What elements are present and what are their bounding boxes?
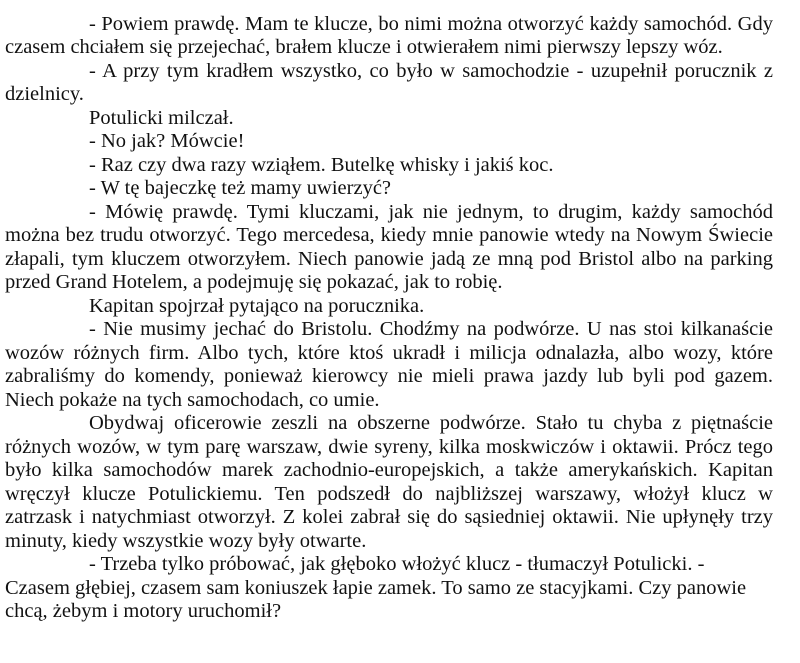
- paragraph-11: - Trzeba tylko próbować, jak głęboko włożyć klucz - tłumaczył Potulicki. - Czasem głębiej, czasem sam koniuszek łapie zamek. To samo ze stacyjkami. Czy panowie chcą, żebym i motory uruchomił?: [5, 553, 747, 622]
- clipped-top-line: [5, 0, 773, 13]
- paragraph-6: - W tę bajeczkę też mamy uwierzyć?: [89, 177, 392, 199]
- paragraph-10: Obydwaj oficerowie zeszli na obszerne podwórze. Stało tu chyba z piętnaście różnych wozów, w tym parę warszaw, dwie syreny, kilka moskwiczów i oktawii. Prócz tego było kilka samochodów marek zachodnio-europejskich, a także amerykańskich. Kapitan wręczył klucze Potulickiemu. Ten podszedł do najbliższej warszawy, włożył klucz w zatrzask i natychmiast otworzył. Z kolei zabrał się do sąsiedniej oktawii. Nie upłynęły trzy minuty, kiedy wszystkie wozy były otwarte.: [5, 412, 773, 552]
- paragraph-3: Potulicki milczał.: [89, 106, 234, 129]
- paragraph-4: - No jak? Mówcie!: [89, 130, 245, 152]
- document-page: [5, 0, 773, 624]
- paragraph-1: - Powiem prawdę. Mam te klucze, bo nimi można otworzyć każdy samochód. Gdy czasem chciałem się przejechać, brałem klucze i otwierałem nimi pierwszy lepszy wóz.: [5, 12, 773, 58]
- paragraph-8: Kapitan spojrzał pytająco na porucznika.: [89, 294, 425, 317]
- paragraph-5: - Raz czy dwa razy wziąłem. Butelkę whisky i jakiś koc.: [89, 153, 554, 176]
- paragraph-9: - Nie musimy jechać do Bristolu. Chodźmy na podwórze. U nas stoi kilkanaście wozów różnych firm. Albo tych, które ktoś ukradł i milicja odnalazła, albo wozy, które zabraliśmy do komendy, ponieważ kierowcy nie mieli prawa jazdy lub byli pod gazem. Niech pokaże na tych samochodach, co umie.: [5, 318, 773, 411]
- paragraph-7: - Mówię prawdę. Tymi kluczami, jak nie jednym, to drugim, każdy samochód można bez trudu otworzyć. Tego mercedesa, kiedy mnie panowie wtedy na Nowym Świecie złapali, tym kluczem otworzyłem. Niech panowie jadą ze mną pod Bristol albo na parking przed Grand Hotelem, a podejmuję się pokazać, jak to robię.: [5, 200, 773, 293]
- paragraph-2: - A przy tym kradłem wszystko, co było w samochodzie - uzupełnił porucznik z dzielnicy.: [5, 59, 773, 105]
